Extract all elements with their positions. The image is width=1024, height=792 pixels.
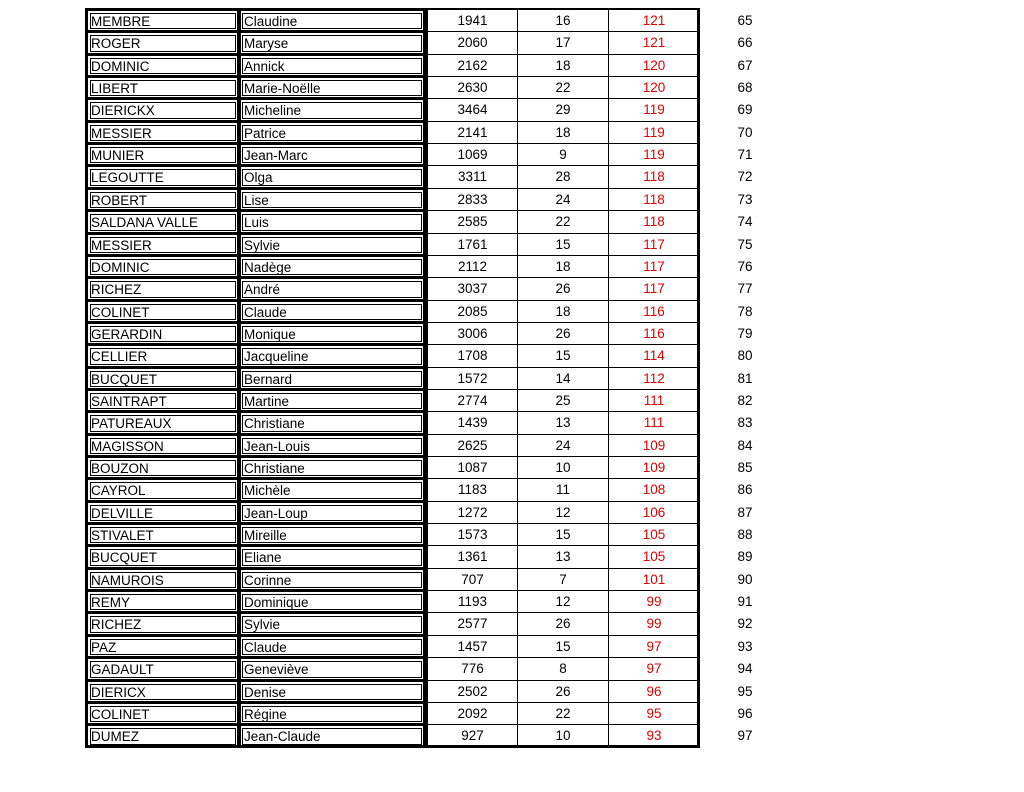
score-cell: 117 <box>608 234 699 256</box>
count-cell: 24 <box>517 189 608 211</box>
rank-cell: 69 <box>737 102 753 118</box>
score-cell: 119 <box>608 122 699 144</box>
total-points-cell: 1439 <box>425 412 517 434</box>
rank-cell: 84 <box>737 437 753 453</box>
rank-cell: 96 <box>737 705 753 721</box>
total-points-cell: 1941 <box>425 10 517 32</box>
first-name-cell: Claude <box>239 301 425 323</box>
score-cell: 93 <box>608 725 699 747</box>
count-cell: 17 <box>517 32 608 54</box>
first-name-cell: André <box>239 278 425 300</box>
rank-cell: 95 <box>737 683 753 699</box>
score-cell: 120 <box>608 55 699 77</box>
first-name-cell: Régine <box>239 703 425 725</box>
first-name-cell: Marie-Noëlle <box>239 77 425 99</box>
first-name-cell: Olga <box>239 166 425 188</box>
first-name-cell: Jean-Claude <box>239 725 425 747</box>
last-name-cell: GERARDIN <box>87 323 239 345</box>
score-cell: 105 <box>608 546 699 568</box>
score-cell: 121 <box>608 10 699 32</box>
last-name-cell: REMY <box>87 591 239 613</box>
score-cell: 108 <box>608 479 699 501</box>
last-name-cell: BUCQUET <box>87 546 239 568</box>
last-name-cell: LIBERT <box>87 77 239 99</box>
table-row <box>87 10 697 32</box>
rank-cell: 73 <box>737 191 753 207</box>
score-cell: 119 <box>608 99 699 121</box>
table-row <box>87 55 697 77</box>
rank-cell: 88 <box>737 527 753 543</box>
score-cell: 95 <box>608 703 699 725</box>
total-points-cell: 2502 <box>425 681 517 703</box>
rank-cell: 86 <box>737 482 753 498</box>
table-row <box>87 569 697 591</box>
score-cell: 116 <box>608 323 699 345</box>
first-name-cell: Monique <box>239 323 425 345</box>
total-points-cell: 2630 <box>425 77 517 99</box>
first-name-cell: Lise <box>239 189 425 211</box>
count-cell: 15 <box>517 524 608 546</box>
count-cell: 12 <box>517 502 608 524</box>
last-name-cell: BUCQUET <box>87 368 239 390</box>
last-name-cell: DELVILLE <box>87 502 239 524</box>
rank-cell: 82 <box>737 392 753 408</box>
rank-cell: 90 <box>737 571 753 587</box>
total-points-cell: 1761 <box>425 234 517 256</box>
rank-cell: 89 <box>737 549 753 565</box>
rank-cell: 68 <box>737 80 753 96</box>
last-name-cell: DIERICX <box>87 681 239 703</box>
rank-cell: 66 <box>737 35 753 51</box>
score-cell: 117 <box>608 278 699 300</box>
rank-cell: 76 <box>737 258 753 274</box>
last-name-cell: STIVALET <box>87 524 239 546</box>
last-name-cell: MAGISSON <box>87 435 239 457</box>
count-cell: 24 <box>517 435 608 457</box>
rank-cell: 78 <box>737 303 753 319</box>
first-name-cell: Patrice <box>239 122 425 144</box>
table-row <box>87 211 697 233</box>
score-cell: 118 <box>608 166 699 188</box>
last-name-cell: DOMINIC <box>87 256 239 278</box>
score-cell: 119 <box>608 144 699 166</box>
rank-cell: 94 <box>737 661 753 677</box>
table-row <box>87 457 697 479</box>
first-name-cell: Claude <box>239 636 425 658</box>
last-name-cell: MESSIER <box>87 122 239 144</box>
score-cell: 109 <box>608 435 699 457</box>
score-cell: 117 <box>608 256 699 278</box>
table-row <box>87 524 697 546</box>
table-row <box>87 234 697 256</box>
total-points-cell: 1457 <box>425 636 517 658</box>
score-cell: 97 <box>608 636 699 658</box>
first-name-cell: Luis <box>239 211 425 233</box>
last-name-cell: CELLIER <box>87 345 239 367</box>
first-name-cell: Annick <box>239 55 425 77</box>
total-points-cell: 2162 <box>425 55 517 77</box>
total-points-cell: 2141 <box>425 122 517 144</box>
count-cell: 18 <box>517 55 608 77</box>
score-cell: 99 <box>608 613 699 635</box>
last-name-cell: MEMBRE <box>87 10 239 32</box>
total-points-cell: 2112 <box>425 256 517 278</box>
count-cell: 22 <box>517 77 608 99</box>
first-name-cell: Bernard <box>239 368 425 390</box>
total-points-cell: 1361 <box>425 546 517 568</box>
total-points-cell: 1708 <box>425 345 517 367</box>
table-row <box>87 725 697 747</box>
last-name-cell: SALDANA VALLE <box>87 211 239 233</box>
table-row <box>87 368 697 390</box>
rank-cell: 80 <box>737 348 753 364</box>
total-points-cell: 1573 <box>425 524 517 546</box>
last-name-cell: RICHEZ <box>87 613 239 635</box>
total-points-cell: 2085 <box>425 301 517 323</box>
total-points-cell: 2833 <box>425 189 517 211</box>
table-row <box>87 591 697 613</box>
score-cell: 106 <box>608 502 699 524</box>
last-name-cell: GADAULT <box>87 658 239 680</box>
rank-cell: 85 <box>737 460 753 475</box>
table-row <box>87 256 697 278</box>
total-points-cell: 2625 <box>425 435 517 457</box>
rank-cell: 77 <box>737 281 753 297</box>
total-points-cell: 2577 <box>425 613 517 635</box>
total-points-cell: 1183 <box>425 479 517 501</box>
count-cell: 22 <box>517 703 608 725</box>
table-row <box>87 166 697 188</box>
total-points-cell: 1069 <box>425 144 517 166</box>
count-cell: 10 <box>517 725 608 747</box>
last-name-cell: BOUZON <box>87 457 239 479</box>
count-cell: 15 <box>517 636 608 658</box>
count-cell: 9 <box>517 144 608 166</box>
last-name-cell: COLINET <box>87 703 239 725</box>
table-row <box>87 99 697 121</box>
score-cell: 96 <box>608 681 699 703</box>
count-cell: 22 <box>517 211 608 233</box>
score-cell: 97 <box>608 658 699 680</box>
rank-cell: 71 <box>737 147 753 163</box>
first-name-cell: Jacqueline <box>239 345 425 367</box>
score-cell: 111 <box>608 390 699 412</box>
last-name-cell: DUMEZ <box>87 725 239 747</box>
last-name-cell: PAZ <box>87 636 239 658</box>
rank-cell: 79 <box>737 325 753 341</box>
first-name-cell: Corinne <box>239 569 425 591</box>
count-cell: 13 <box>517 546 608 568</box>
count-cell: 15 <box>517 234 608 256</box>
total-points-cell: 776 <box>425 658 517 680</box>
total-points-cell: 2585 <box>425 211 517 233</box>
rank-cell: 74 <box>737 214 753 230</box>
last-name-cell: ROBERT <box>87 189 239 211</box>
rank-cell: 70 <box>737 124 753 140</box>
rank-cell: 81 <box>737 370 753 386</box>
score-cell: 112 <box>608 368 699 390</box>
first-name-cell: Sylvie <box>239 234 425 256</box>
count-cell: 18 <box>517 122 608 144</box>
first-name-cell: Sylvie <box>239 613 425 635</box>
total-points-cell: 707 <box>425 569 517 591</box>
score-cell: 118 <box>608 189 699 211</box>
rank-cell: 92 <box>737 616 753 632</box>
count-cell: 29 <box>517 99 608 121</box>
count-cell: 25 <box>517 390 608 412</box>
count-cell: 26 <box>517 323 608 345</box>
table-row <box>87 636 697 658</box>
last-name-cell: SAINTRAPT <box>87 390 239 412</box>
last-name-cell: NAMUROIS <box>87 569 239 591</box>
first-name-cell: Maryse <box>239 32 425 54</box>
count-cell: 28 <box>517 166 608 188</box>
last-name-cell: DIERICKX <box>87 99 239 121</box>
first-name-cell: Jean-Marc <box>239 144 425 166</box>
total-points-cell: 2092 <box>425 703 517 725</box>
last-name-cell: LEGOUTTE <box>87 166 239 188</box>
score-cell: 109 <box>608 457 699 479</box>
score-cell: 99 <box>608 591 699 613</box>
count-cell: 14 <box>517 368 608 390</box>
table-row <box>87 681 697 703</box>
total-points-cell: 3006 <box>425 323 517 345</box>
total-points-cell: 1272 <box>425 502 517 524</box>
last-name-cell: MUNIER <box>87 144 239 166</box>
table-row <box>87 189 697 211</box>
count-cell: 18 <box>517 301 608 323</box>
table-row <box>87 412 697 434</box>
score-cell: 101 <box>608 569 699 591</box>
table-row <box>87 479 697 501</box>
rank-cell: 72 <box>737 169 753 185</box>
total-points-cell: 1087 <box>425 457 517 479</box>
count-cell: 7 <box>517 569 608 591</box>
count-cell: 26 <box>517 681 608 703</box>
total-points-cell: 2060 <box>425 32 517 54</box>
score-cell: 111 <box>608 412 699 434</box>
last-name-cell: PATUREAUX <box>87 412 239 434</box>
table-row <box>87 546 697 568</box>
count-cell: 26 <box>517 613 608 635</box>
count-cell: 26 <box>517 278 608 300</box>
score-cell: 120 <box>608 77 699 99</box>
first-name-cell: Nadège <box>239 256 425 278</box>
count-cell: 18 <box>517 256 608 278</box>
table-row <box>87 122 697 144</box>
rank-cell: 91 <box>737 594 753 610</box>
score-cell: 118 <box>608 211 699 233</box>
total-points-cell: 3464 <box>425 99 517 121</box>
count-cell: 10 <box>517 457 608 479</box>
total-points-cell: 3311 <box>425 166 517 188</box>
first-name-cell: Micheline <box>239 99 425 121</box>
last-name-cell: CAYROL <box>87 479 239 501</box>
table-row <box>87 703 697 725</box>
first-name-cell: Geneviève <box>239 658 425 680</box>
first-name-cell: Michèle <box>239 479 425 501</box>
table-row <box>87 613 697 635</box>
table-row <box>87 658 697 680</box>
results-table <box>85 8 700 748</box>
total-points-cell: 927 <box>425 725 517 747</box>
first-name-cell: Dominique <box>239 591 425 613</box>
first-name-cell: Martine <box>239 390 425 412</box>
last-name-cell: MESSIER <box>87 234 239 256</box>
first-name-cell: Eliane <box>239 546 425 568</box>
first-name-cell: Claudine <box>239 10 425 32</box>
total-points-cell: 1193 <box>425 591 517 613</box>
count-cell: 8 <box>517 658 608 680</box>
rank-cell: 67 <box>737 57 753 73</box>
count-cell: 11 <box>517 479 608 501</box>
rank-cell: 83 <box>737 415 753 431</box>
total-points-cell: 2774 <box>425 390 517 412</box>
first-name-cell: Jean-Loup <box>239 502 425 524</box>
rank-cell: 65 <box>737 13 753 28</box>
score-cell: 116 <box>608 301 699 323</box>
last-name-cell: RICHEZ <box>87 278 239 300</box>
first-name-cell: Christiane <box>239 457 425 479</box>
table-row <box>87 301 697 323</box>
last-name-cell: ROGER <box>87 32 239 54</box>
total-points-cell: 1572 <box>425 368 517 390</box>
first-name-cell: Christiane <box>239 412 425 434</box>
table-row <box>87 77 697 99</box>
table-row <box>87 345 697 367</box>
table-row <box>87 32 697 54</box>
first-name-cell: Mireille <box>239 524 425 546</box>
table-row <box>87 278 697 300</box>
count-cell: 15 <box>517 345 608 367</box>
table-row <box>87 390 697 412</box>
rank-cell: 87 <box>737 504 753 520</box>
first-name-cell: Denise <box>239 681 425 703</box>
score-cell: 114 <box>608 345 699 367</box>
table-row <box>87 502 697 524</box>
last-name-cell: COLINET <box>87 301 239 323</box>
table-row <box>87 323 697 345</box>
count-cell: 16 <box>517 10 608 32</box>
count-cell: 13 <box>517 412 608 434</box>
score-cell: 121 <box>608 32 699 54</box>
rank-cell: 93 <box>737 638 753 654</box>
count-cell: 12 <box>517 591 608 613</box>
first-name-cell: Jean-Louis <box>239 435 425 457</box>
score-cell: 105 <box>608 524 699 546</box>
table-row <box>87 144 697 166</box>
table-row <box>87 435 697 457</box>
total-points-cell: 3037 <box>425 278 517 300</box>
rank-cell: 75 <box>737 236 753 252</box>
last-name-cell: DOMINIC <box>87 55 239 77</box>
rank-cell: 97 <box>737 728 753 744</box>
